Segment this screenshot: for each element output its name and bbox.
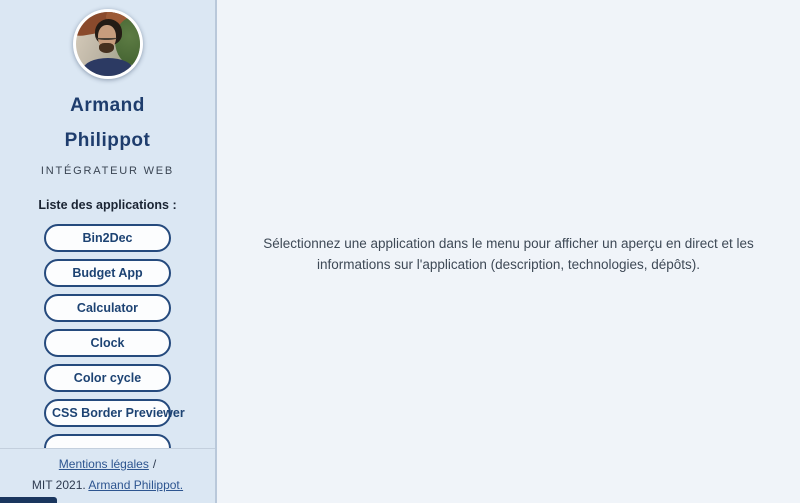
avatar-glasses-shape xyxy=(96,34,117,40)
app-button-calculator[interactable]: Calculator xyxy=(44,294,171,322)
app-list-heading: Liste des applications : xyxy=(38,198,177,212)
footer-separator: / xyxy=(152,457,157,471)
legal-notice-link[interactable]: Mentions légales xyxy=(58,457,149,471)
license-text: MIT 2021. xyxy=(31,478,86,492)
app-button-clipped[interactable] xyxy=(44,434,171,448)
profile-job-title: INTÉGRATEUR WEB xyxy=(40,165,175,177)
main-panel xyxy=(217,0,800,503)
avatar xyxy=(73,9,143,79)
sidebar xyxy=(0,0,217,503)
author-link[interactable]: Armand Philippot. xyxy=(88,478,184,492)
avatar-shirt-shape xyxy=(83,58,133,76)
browser-status-bar xyxy=(0,497,57,503)
app-list xyxy=(0,217,215,448)
app-button-color-cycle[interactable]: Color cycle xyxy=(44,364,171,392)
app-button-bin2dec[interactable]: Bin2Dec xyxy=(44,224,171,252)
avatar-beard-shape xyxy=(99,43,114,53)
footer-legal-row xyxy=(0,457,215,471)
profile-name: Armand Philippot xyxy=(64,95,151,151)
avatar-photo-icon xyxy=(76,12,140,76)
footer-license-row xyxy=(0,478,215,492)
app-button-clock[interactable]: Clock xyxy=(44,329,171,357)
app-preview-placeholder-message: Sélectionnez une application dans le menu pour afficher un aperçu en direct et les informations sur l'application (description, technologies, dépôts). xyxy=(263,236,754,272)
app-button-css-border-previewer[interactable]: CSS Border Previewer xyxy=(44,399,171,427)
app-button-budget-app[interactable]: Budget App xyxy=(44,259,171,287)
sidebar-footer xyxy=(0,448,215,503)
